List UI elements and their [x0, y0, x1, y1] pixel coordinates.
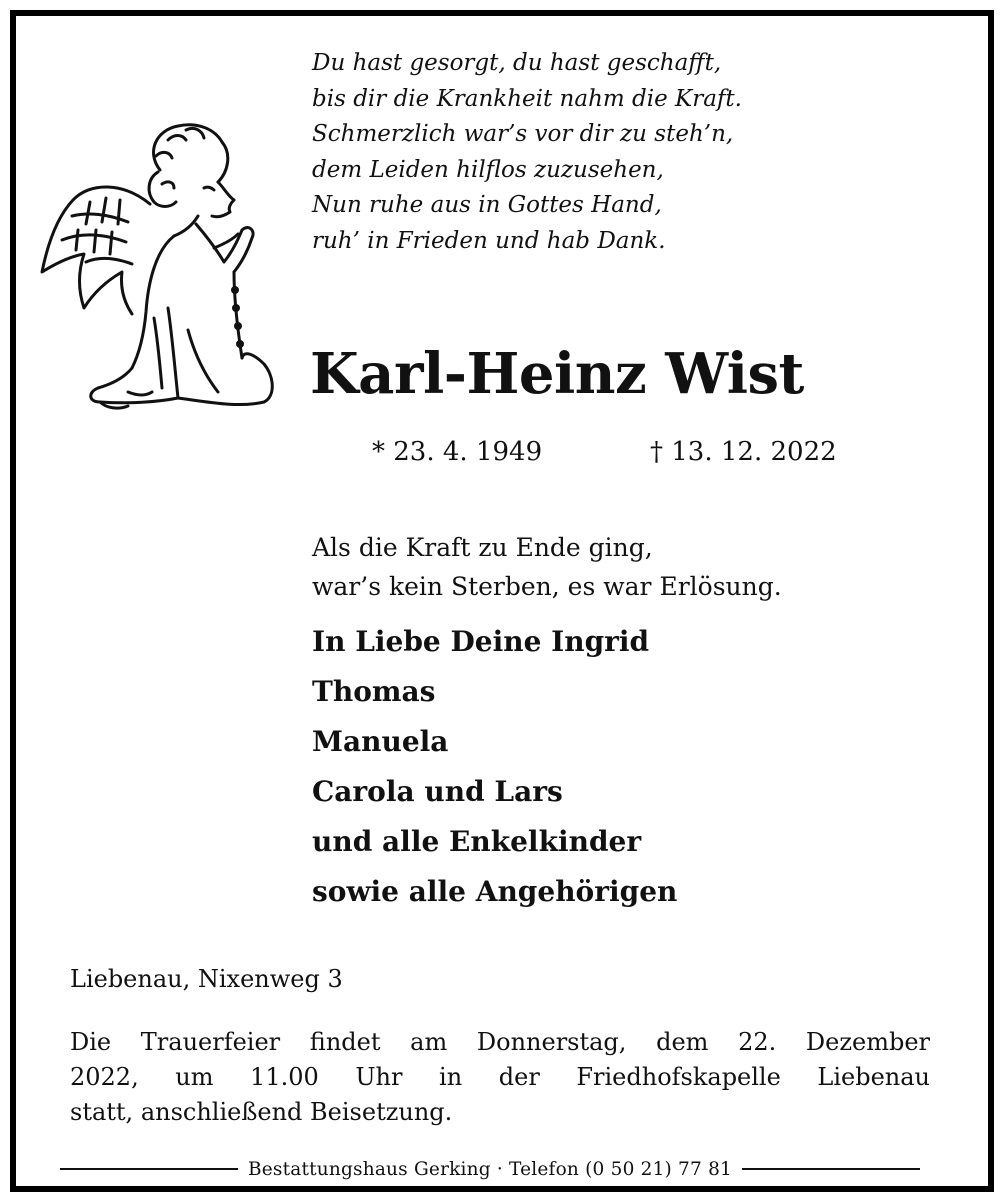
praying-angel-icon	[28, 112, 278, 416]
address: Liebenau, Nixenweg 3	[70, 965, 343, 993]
family-line: sowie alle Angehörigen	[312, 875, 678, 908]
quote-line: Als die Kraft zu Ende ging,	[312, 533, 653, 562]
footer-rule-right	[742, 1168, 920, 1170]
poem-line: Nun ruhe aus in Gottes Hand,	[312, 192, 662, 218]
poem-line: Du hast gesorgt, du hast geschafft,	[312, 50, 722, 76]
death-date: † 13. 12. 2022	[650, 437, 837, 467]
funeral-home-footer	[60, 1154, 920, 1184]
deceased-name: Karl-Heinz Wist	[310, 341, 804, 407]
ceremony-line: 2022, um 11.00 Uhr in der Friedhofskapelle Liebenau	[70, 1063, 930, 1091]
farewell-quote	[312, 528, 952, 606]
family-line: Thomas	[312, 675, 436, 708]
family-line: Carola und Lars	[312, 775, 563, 808]
family-signatures	[312, 617, 952, 917]
family-line: und alle Enkelkinder	[312, 825, 642, 858]
birth-date: * 23. 4. 1949	[372, 437, 543, 467]
ceremony-info	[70, 1025, 930, 1130]
quote-line: war’s kein Sterben, es war Erlösung.	[312, 572, 782, 601]
poem-line: ruh’ in Frieden und hab Dank.	[312, 227, 666, 254]
ceremony-line: Die Trauerfeier findet am Donnerstag, dem 22. Dezember	[70, 1028, 930, 1056]
funeral-home-contact: Bestattungshaus Gerking · Telefon (0 50 21) 77 81	[247, 1158, 733, 1180]
family-line: In Liebe Deine Ingrid	[312, 625, 650, 658]
poem-line: bis dir die Krankheit nahm die Kraft.	[312, 85, 742, 112]
footer-rule-left	[60, 1168, 238, 1170]
poem	[312, 46, 952, 259]
poem-line: dem Leiden hilflos zuzusehen,	[312, 156, 664, 183]
ceremony-line: statt, anschließend Beisetzung.	[70, 1098, 453, 1126]
poem-line: Schmerzlich war’s vor dir zu steh’n,	[312, 121, 734, 147]
family-line: Manuela	[312, 725, 449, 758]
